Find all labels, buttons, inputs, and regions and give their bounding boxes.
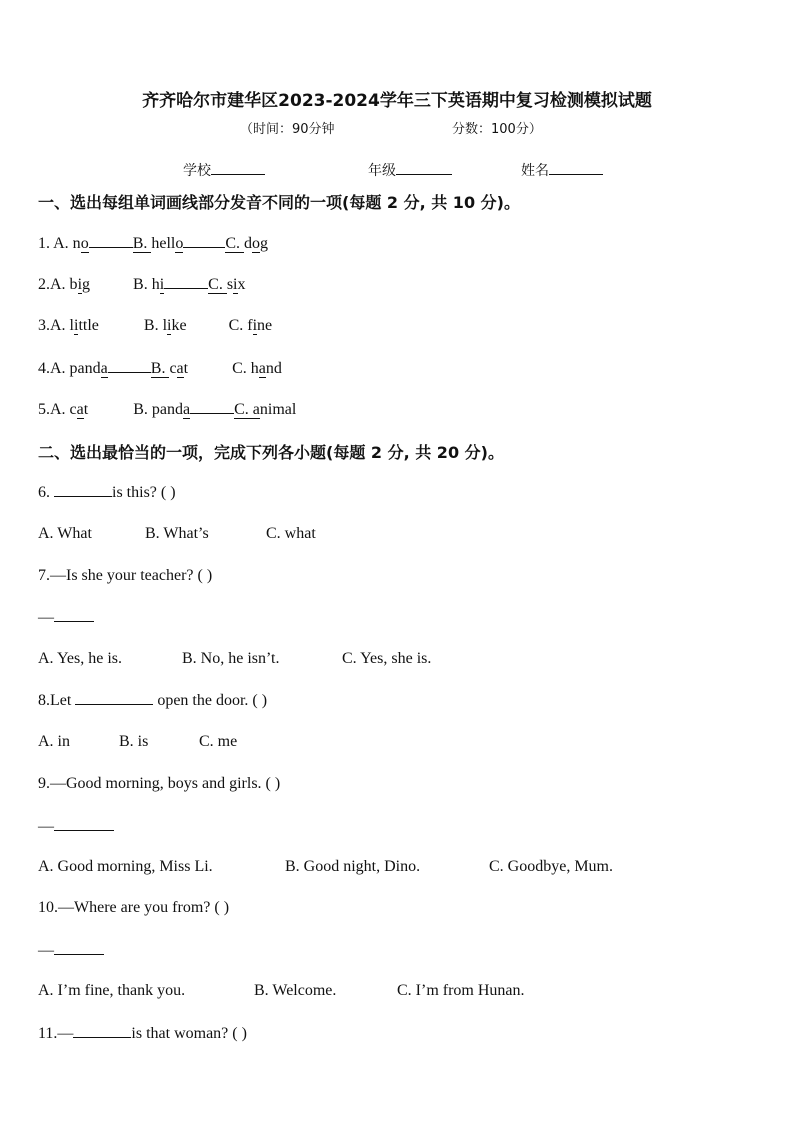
grade-field: 年级	[368, 160, 452, 180]
exam-score: 分数：100分）	[452, 122, 542, 137]
question-7-answer: —	[38, 607, 94, 628]
answer-blank	[75, 690, 153, 705]
answer-blank	[54, 940, 104, 955]
question-1: 1. A. no B. hello C. dog	[38, 235, 269, 252]
question-10-answer: —	[38, 940, 104, 961]
question-6-options: A. What B. What’s C. what	[38, 525, 316, 542]
question-2: 2.A. big B. hi C. six	[38, 276, 246, 293]
name-field: 姓名	[521, 160, 603, 180]
question-9-answer: —	[38, 816, 114, 837]
exam-time: （时间：90分钟	[240, 122, 335, 137]
school-blank	[211, 160, 265, 175]
question-9-options: A. Good morning, Miss Li. B. Good night, Dino. C. Goodbye, Mum.	[38, 858, 613, 875]
question-8: 8.Let open the door. ( )	[38, 692, 268, 709]
question-8-options: A. in B. is C. me	[38, 733, 238, 750]
question-10-options: A. I’m fine, thank you. B. Welcome. C. I’m from Hunan.	[38, 982, 525, 999]
question-11: 11.— is that woman? ( )	[38, 1025, 247, 1042]
question-9: 9.—Good morning, boys and girls. ( )	[38, 775, 281, 792]
section2-heading: 二、选出最恰当的一项，完成下列各小题(每题 2 分, 共 20 分)。	[38, 443, 504, 462]
school-field: 学校	[183, 160, 265, 180]
question-10: 10.—Where are you from? ( )	[38, 899, 230, 916]
question-7: 7.—Is she your teacher? ( )	[38, 567, 213, 584]
question-4: 4.A. panda B. cat C. hand	[38, 360, 282, 377]
question-6: 6. is this? ( )	[38, 484, 176, 501]
question-7-options: A. Yes, he is. B. No, he isn’t. C. Yes, she is.	[38, 650, 432, 667]
question-3: 3.A. little B. like C. fine	[38, 317, 273, 334]
answer-blank	[54, 816, 114, 831]
answer-blank	[73, 1023, 131, 1038]
name-blank	[549, 160, 603, 175]
answer-blank	[54, 607, 94, 622]
answer-blank	[54, 482, 112, 497]
grade-blank	[396, 160, 452, 175]
page-title: 齐齐哈尔市建华区2023-2024学年三下英语期中复习检测模拟试题	[142, 91, 652, 111]
section1-heading: 一、选出每组单词画线部分发音不同的一项(每题 2 分, 共 10 分)。	[38, 193, 520, 212]
question-5: 5.A. cat B. panda C. animal	[38, 401, 297, 418]
